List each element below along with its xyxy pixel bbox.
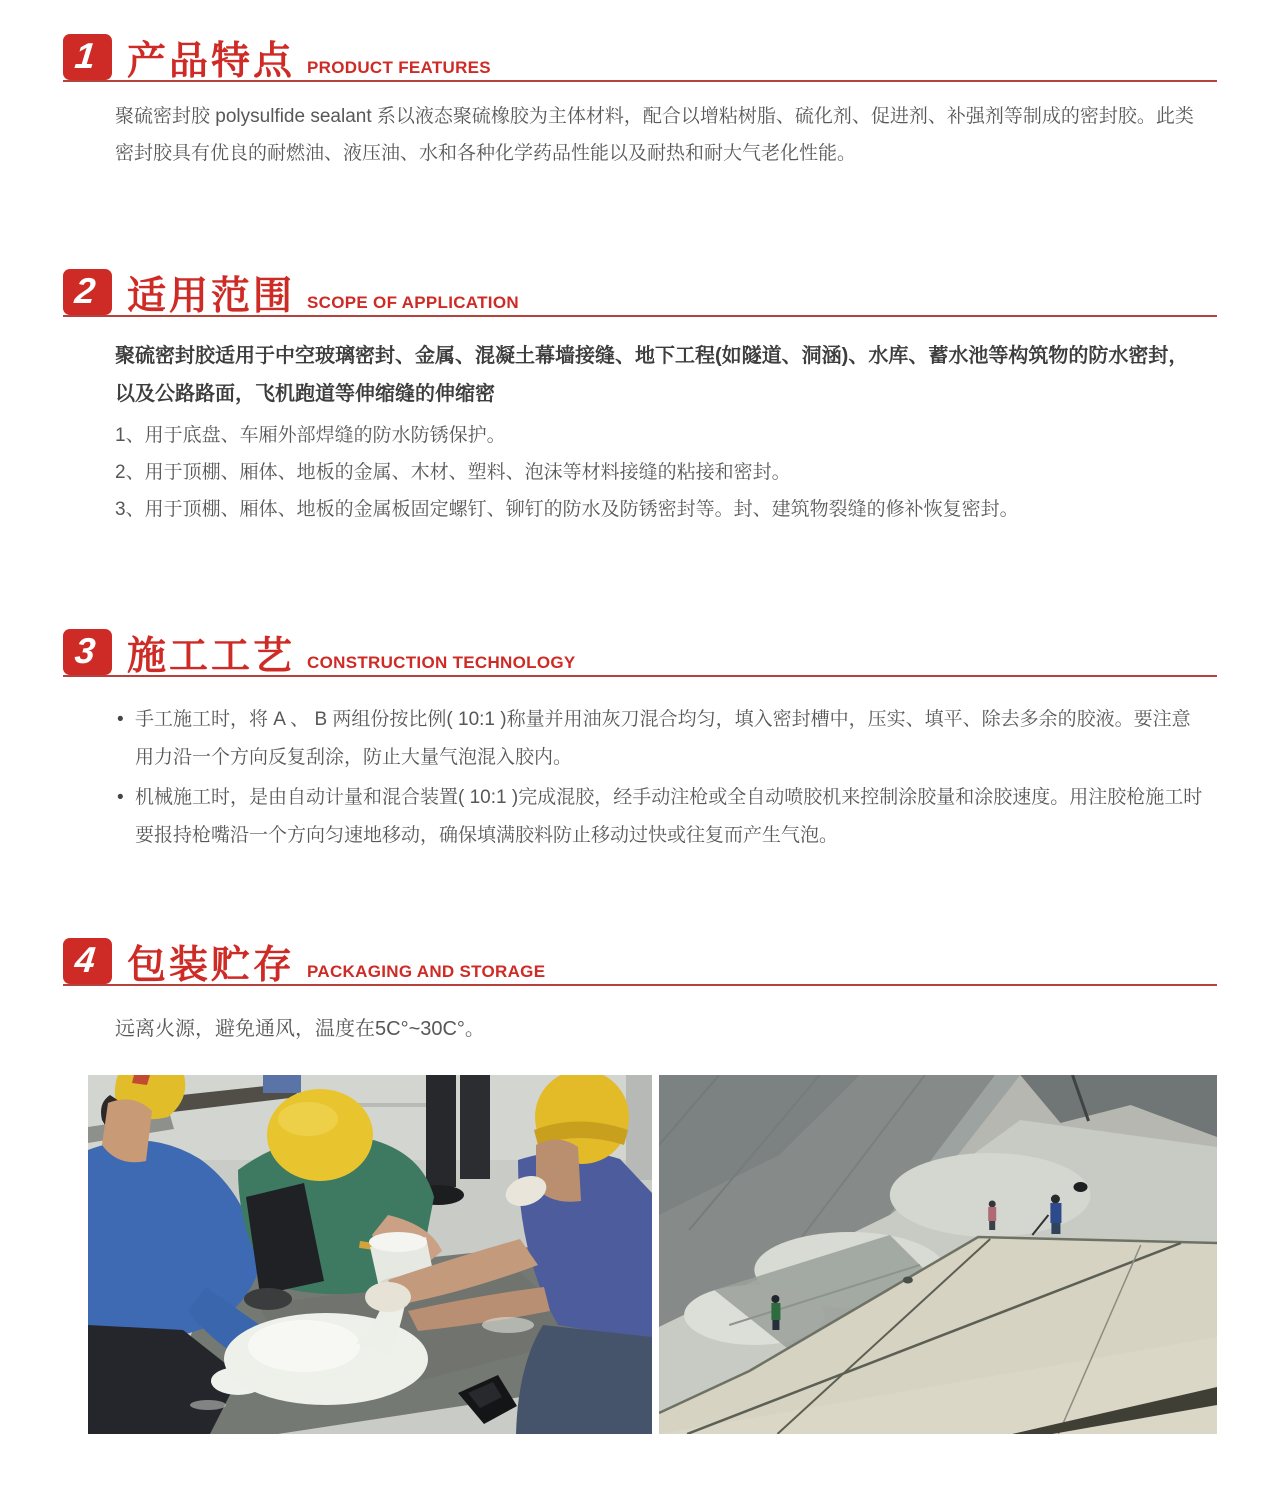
section-3-subtitle: CONSTRUCTION TECHNOLOGY — [307, 653, 576, 672]
bullet-item: • 机械施工时，是由自动计量和混合装置( 10:1 )完成混胶，经手动注枪或全自动喷胶机来控制涂胶量和涂胶速度。用注胶枪施工时要报持枪嘴沿一个方向匀速地移动，确保填满胶料防止移动过快或往复而产生气泡。 — [115, 779, 1207, 855]
section-4-header — [63, 940, 1217, 986]
worker-figure-pink — [988, 1201, 996, 1231]
section-4-paragraph: 远离火源，避免通风，温度在5C°~30C°。 — [115, 1018, 485, 1040]
section-3-number: 3 — [73, 630, 98, 671]
section-2-number: 2 — [73, 270, 98, 311]
section-2-header — [63, 271, 1217, 317]
section-1-title: 产品特点 — [127, 40, 296, 83]
worker-figure-green — [771, 1295, 780, 1330]
section-2-subtitle: SCOPE OF APPLICATION — [307, 293, 519, 312]
section-3-header — [63, 631, 1217, 677]
section-1-number-badge — [63, 34, 112, 80]
section-3-number-badge — [63, 629, 112, 675]
section-product-features — [63, 0, 1217, 172]
photo-workers-applying-sealant — [88, 1075, 652, 1434]
section-2-lead-paragraph: 聚硫密封胶适用于中空玻璃密封、金属、混凝土幕墙接缝、地下工程(如隧道、洞涵)、水库、蓄水池等构筑物的防水密封，以及公路路面，飞机跑道等伸缩缝的伸缩密 — [115, 345, 1189, 405]
photo-row — [88, 1075, 1217, 1434]
section-2-number-badge — [63, 269, 112, 315]
list-item: 2、用于顶棚、厢体、地板的金属、木材、塑料、泡沫等材料接缝的粘接和密封。 — [115, 462, 791, 483]
section-scope-of-application — [63, 271, 1217, 525]
section-1-number: 1 — [73, 35, 98, 76]
sealant-workers-illustration — [88, 1075, 652, 1434]
section-construction-technology — [63, 631, 1217, 855]
list-item: 3、用于顶棚、厢体、地板的金属板固定螺钉、铆钉的防水及防锈密封等。封、建筑物裂缝的修补恢复密封。 — [115, 499, 1019, 520]
section-4-title: 包装贮存 — [127, 944, 296, 987]
section-1-header — [63, 36, 1217, 82]
bullet-item: • 手工施工时，将 A 、 B 两组份按比例( 10:1 )称量并用油灰刀混合均匀，填入密封槽中，压实、填平、除去多余的胶液。要注意用力沿一个方向反复刮涂，防止大量气泡混入胶内。 — [115, 701, 1207, 777]
application-list — [115, 421, 1207, 525]
section-3-title: 施工工艺 — [127, 635, 296, 678]
list-item: 1、用于底盘、车厢外部焊缝的防水防锈保护。 — [115, 425, 506, 446]
section-1-paragraph: 聚硫密封胶 polysulfide sealant 系以液态聚硫橡胶为主体材料，配合以增粘树脂、硫化剂、促进剂、补强剂等制成的密封胶。此类密封胶具有优良的耐燃油、液压油、水和各种化学药品性能以及耐热和耐大气老化性能。 — [115, 106, 1194, 164]
construction-bullet-list — [115, 701, 1207, 855]
section-1-subtitle: PRODUCT FEATURES — [307, 58, 491, 77]
concrete-slope-illustration — [659, 1075, 1217, 1434]
section-4-subtitle: PACKAGING AND STORAGE — [307, 962, 546, 981]
photo-concrete-slope-joints — [659, 1075, 1217, 1434]
section-4-number: 4 — [73, 939, 98, 980]
section-packaging-and-storage — [63, 940, 1217, 1046]
section-2-title: 适用范围 — [127, 275, 296, 318]
section-4-number-badge — [63, 938, 112, 984]
